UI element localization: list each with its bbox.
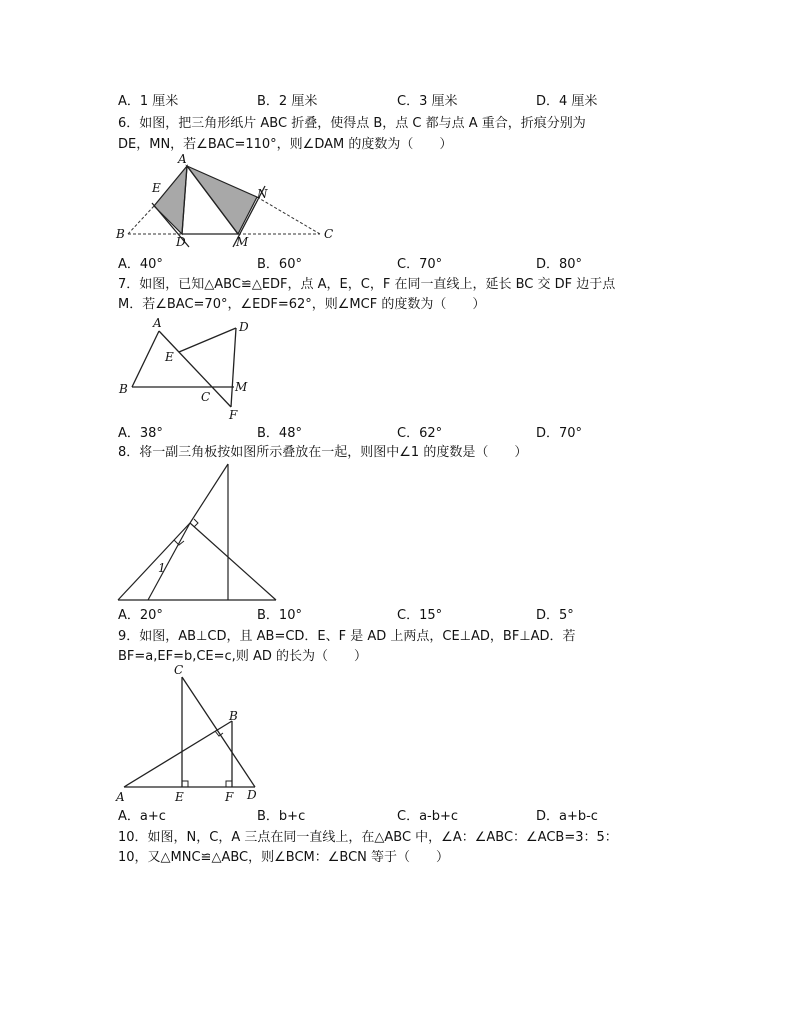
- q6-option-b[interactable]: B．60°: [257, 257, 302, 272]
- q9-label-a: A: [116, 790, 125, 804]
- q6-stem-line1: 6．如图，把三角形纸片 ABC 折叠，使得点 B，点 C 都与点 A 重合，折痕分别为: [118, 116, 586, 131]
- q6-option-d[interactable]: D．80°: [536, 257, 583, 272]
- q7-label-m: M: [235, 380, 248, 394]
- q7-option-c[interactable]: C．62°: [397, 426, 443, 441]
- q7-figure: [112, 315, 262, 423]
- q8-option-c[interactable]: C．15°: [397, 608, 443, 623]
- q8-figure: [112, 460, 282, 605]
- q5-option-a[interactable]: A．1 厘米: [118, 94, 179, 109]
- q6-label-d: D: [176, 235, 186, 249]
- q7-label-c: C: [201, 390, 211, 404]
- q9-stem-line1: 9．如图，AB⊥CD，且 AB=CD．E、F 是 AD 上两点，CE⊥AD，BF⊥AD．若: [118, 629, 576, 644]
- q6-figure: [112, 150, 342, 250]
- q7-label-e: E: [165, 350, 174, 364]
- q5-option-d[interactable]: D．4 厘米: [536, 94, 598, 109]
- q7-option-a[interactable]: A．38°: [118, 426, 163, 441]
- q9-option-a[interactable]: A．a+c: [118, 809, 166, 824]
- q6-option-a[interactable]: A．40°: [118, 257, 163, 272]
- q8-options: [118, 607, 678, 625]
- q5-option-b[interactable]: B．2 厘米: [257, 94, 318, 109]
- q7-label-a: A: [153, 316, 162, 330]
- q7-label-b: B: [119, 382, 128, 396]
- q10-stem-line1: 10．如图，N，C，A 三点在同一直线上，在△ABC 中，∠A：∠ABC：∠ACB=3：5：: [118, 830, 618, 845]
- q8-stem-line1: 8．将一副三角板按如图所示叠放在一起，则图中∠1 的度数是（ ）: [118, 445, 528, 460]
- q9-label-f: F: [225, 790, 234, 804]
- q6-label-n: N: [257, 187, 268, 201]
- q5-option-c[interactable]: C．3 厘米: [397, 94, 458, 109]
- q8-option-d[interactable]: D．5°: [536, 608, 574, 623]
- q9-label-d: D: [247, 788, 257, 802]
- q9-option-c[interactable]: C．a-b+c: [397, 809, 459, 824]
- q8-option-a[interactable]: A．20°: [118, 608, 163, 623]
- q6-stem-line2: DE，MN，若∠BAC=110°，则∠DAM 的度数为（ ）: [118, 137, 453, 152]
- q9-option-b[interactable]: B．b+c: [257, 809, 306, 824]
- q6-option-c[interactable]: C．70°: [397, 257, 443, 272]
- q8-label-angle-1: 1: [158, 561, 166, 575]
- q7-options: [118, 425, 678, 443]
- q6-options: [118, 256, 678, 274]
- q9-options: [118, 808, 678, 826]
- q9-option-d[interactable]: D．a+b-c: [536, 809, 598, 824]
- q6-label-b: B: [116, 227, 125, 241]
- q7-label-f: F: [229, 408, 238, 422]
- q10-stem-line2: 10，又△MNC≌△ABC，则∠BCM：∠BCN 等于（ ）: [118, 850, 450, 865]
- q8-option-b[interactable]: B．10°: [257, 608, 302, 623]
- q9-figure: [112, 663, 272, 808]
- q6-label-a: A: [178, 152, 187, 166]
- q9-label-e: E: [175, 790, 184, 804]
- q7-stem-line1: 7．如图，已知△ABC≌△EDF，点 A，E，C，F 在同一直线上，延长 BC 交 DF 边于点: [118, 277, 616, 292]
- q6-label-m: M: [236, 235, 249, 249]
- q6-label-e: E: [152, 181, 161, 195]
- q9-label-c: C: [174, 663, 184, 677]
- q7-option-d[interactable]: D．70°: [536, 426, 583, 441]
- q7-stem-line2: M．若∠BAC=70°，∠EDF=62°，则∠MCF 的度数为（ ）: [118, 297, 486, 312]
- q5-options: [118, 93, 678, 111]
- q9-stem-line2: BF=a,EF=b,CE=c,则 AD 的长为（ ）: [118, 649, 367, 664]
- q9-label-b: B: [229, 709, 238, 723]
- q7-option-b[interactable]: B．48°: [257, 426, 302, 441]
- q6-label-c: C: [324, 227, 334, 241]
- q7-label-d: D: [239, 320, 249, 334]
